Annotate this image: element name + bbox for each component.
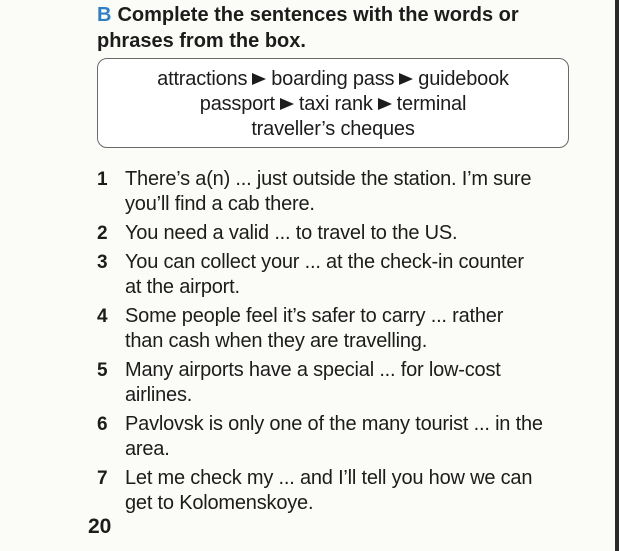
sentence-number: 2 — [97, 223, 108, 244]
word-box-line-2 — [98, 92, 568, 117]
sentence-text: than cash when they are travelling. — [125, 330, 428, 352]
word-box-item: taxi rank — [298, 93, 373, 115]
sentence-item — [97, 221, 567, 246]
arrow-right-icon — [378, 98, 392, 110]
sentence-text: You need a valid ... to travel to the US. — [125, 222, 458, 244]
sentence-text: Pavlovsk is only one of the many tourist ... in the — [125, 413, 543, 435]
arrow-right-icon — [252, 73, 266, 85]
arrow-right-icon — [399, 73, 413, 85]
sentence-item — [97, 250, 567, 300]
sentence-text: Some people feel it’s safer to carry ... rather — [125, 305, 504, 327]
sentence-list — [97, 167, 567, 520]
sentence-item — [97, 304, 567, 354]
word-box-item: terminal — [396, 93, 467, 115]
sentence-text: at the airport. — [125, 276, 240, 298]
word-box-line-1 — [98, 67, 568, 92]
sentence-text: area. — [125, 438, 170, 460]
page-number: 20 — [88, 515, 112, 538]
arrow-right-icon — [280, 98, 294, 110]
sentence-text: You can collect your ... at the check-in counter — [125, 251, 524, 273]
word-box-item: passport — [199, 93, 275, 115]
sentence-number: 3 — [97, 252, 108, 273]
instruction-line-1: Complete the sentences with the words or — [117, 4, 519, 26]
sentence-item — [97, 466, 567, 516]
exercise-letter: B — [97, 4, 112, 26]
sentence-item — [97, 412, 567, 462]
page-edge — [615, 0, 619, 551]
sentence-number: 6 — [97, 414, 108, 435]
sentence-number: 4 — [97, 306, 108, 327]
sentence-text: Let me check my ... and I’ll tell you how we can — [125, 467, 533, 489]
word-box-item: boarding pass — [271, 68, 395, 90]
sentence-number: 1 — [97, 169, 108, 190]
sentence-item — [97, 358, 567, 408]
exercise-heading — [97, 2, 567, 54]
word-box — [97, 58, 569, 148]
word-box-item: traveller’s cheques — [251, 118, 415, 140]
word-box-item: attractions — [157, 68, 248, 90]
sentence-text: airlines. — [125, 384, 193, 406]
instruction-line-2: phrases from the box. — [97, 30, 306, 52]
sentence-text: get to Kolomenskoye. — [125, 492, 314, 514]
word-box-item: guidebook — [418, 68, 509, 90]
sentence-number: 5 — [97, 360, 108, 381]
sentence-number: 7 — [97, 468, 108, 489]
sentence-text: There’s a(n) ... just outside the station. I’m sure — [125, 168, 532, 190]
sentence-item — [97, 167, 567, 217]
sentence-text: you’ll find a cab there. — [125, 193, 315, 215]
sentence-text: Many airports have a special ... for low-cost — [125, 359, 501, 381]
word-box-line-3 — [98, 117, 568, 142]
